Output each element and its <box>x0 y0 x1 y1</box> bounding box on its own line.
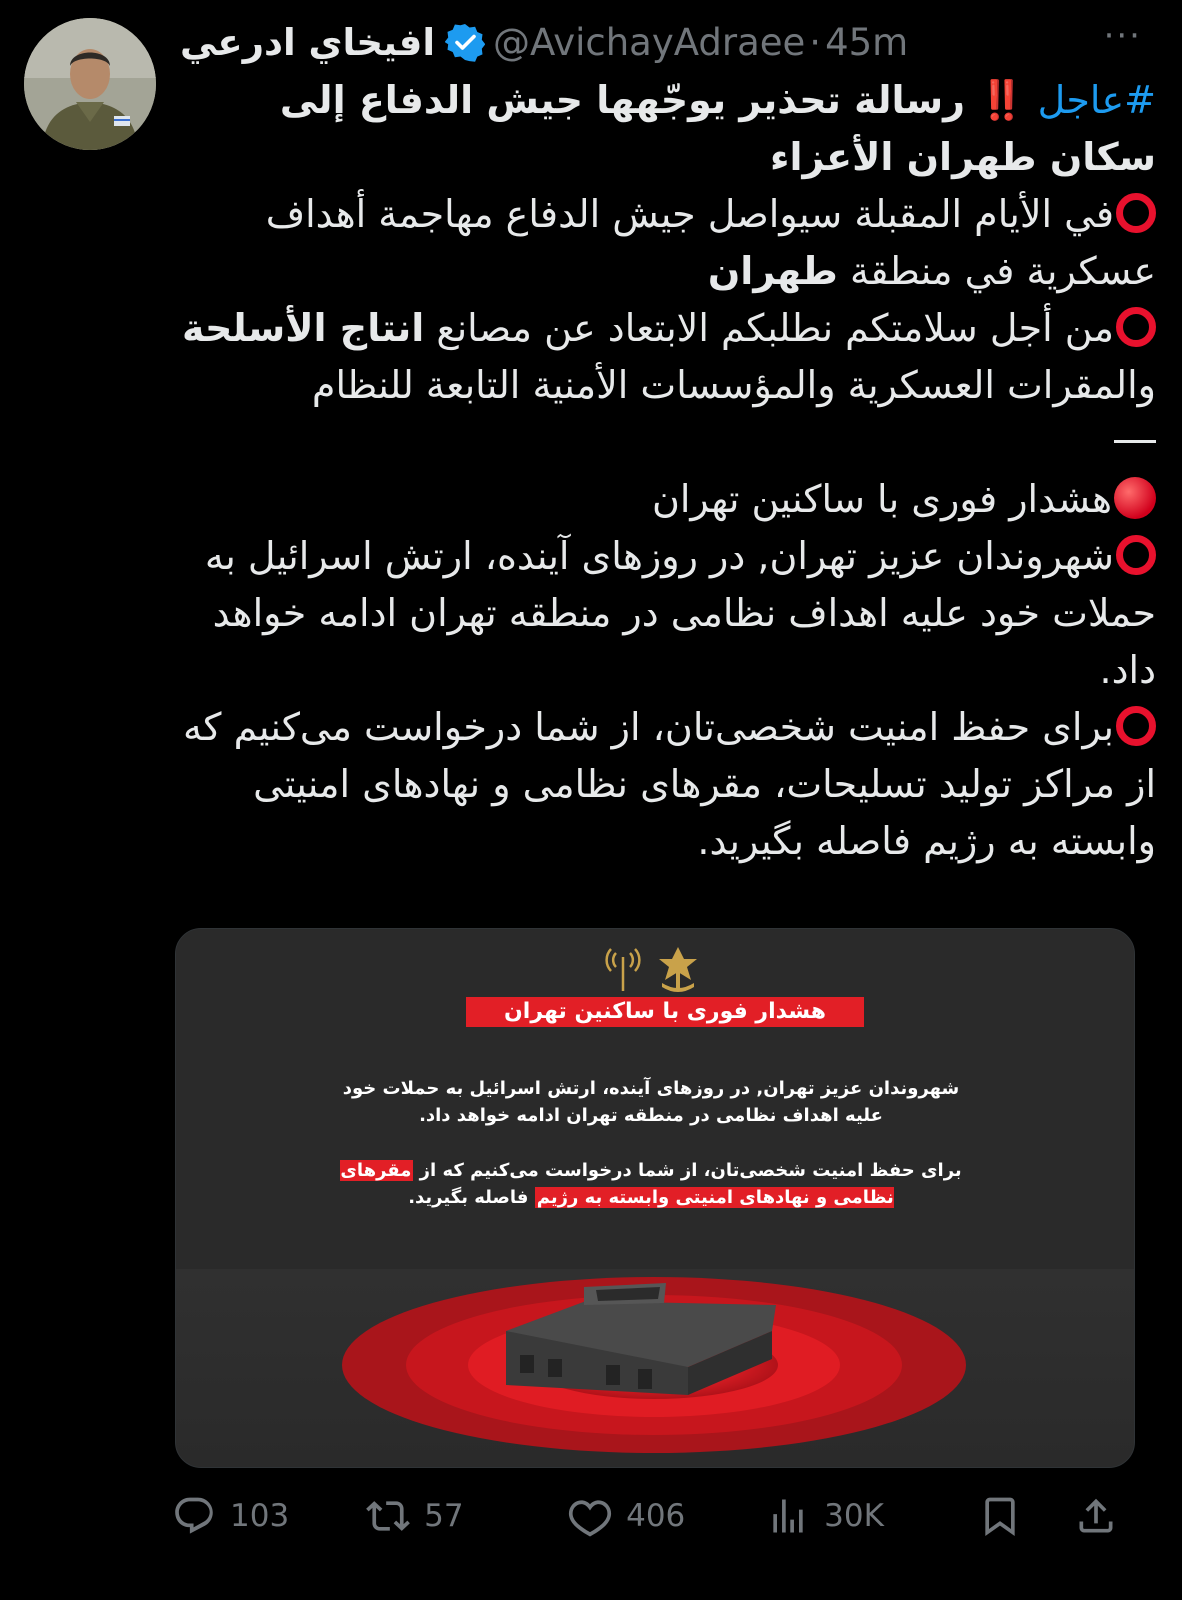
tweet-media-image[interactable] <box>175 928 1135 1468</box>
paragraph-text: في الأيام المقبلة سيواصل جيش الدفاع مهاجمة أهداف عسكرية في منطقة <box>265 192 1156 293</box>
like-button[interactable] <box>568 1494 766 1538</box>
farsi-paragraph: برای حفظ امنیت شخصی‌تان، از شما درخواست می‌کنیم که از مراکز تولید تسلیحات، مقرهای نظامی و نهادهای امنیتی وابسته به رژیم فاصله بگیرید. <box>183 705 1156 863</box>
timestamp[interactable]: 45m <box>825 20 909 64</box>
headline-text: رسالة تحذير يوجّهها جيش الدفاع إلى <box>279 78 979 122</box>
bold-text: انتاج الأسلحة <box>181 306 425 350</box>
paragraph-text: والمقرات العسكرية والمؤسسات الأمنية التابعة للنظام <box>311 363 1156 407</box>
action-bar <box>172 1488 1132 1544</box>
share-button[interactable] <box>1074 1494 1132 1538</box>
hashtag-link[interactable]: #عاجل <box>1037 78 1156 122</box>
headline-line2: سكان طهران الأعزاء <box>770 135 1156 179</box>
media-paragraph: برای حفظ امنیت شخصی‌تان، از شما درخواست می‌کنیم که از <box>413 1160 962 1181</box>
heart-icon <box>568 1494 612 1538</box>
repost-count: 57 <box>424 1498 464 1534</box>
reply-icon <box>172 1494 216 1538</box>
repost-button[interactable] <box>366 1494 568 1538</box>
reply-count: 103 <box>230 1498 290 1534</box>
red-circle-icon <box>1116 193 1156 233</box>
paragraph-text: من أجل سلامتكم نطلبكم الابتعاد عن مصانع <box>424 306 1114 350</box>
target-building-illustration <box>176 1269 1134 1467</box>
red-circle-icon <box>1116 706 1156 746</box>
idf-logo-icon <box>596 939 716 999</box>
separator-dot: · <box>809 20 822 64</box>
bookmark-icon <box>978 1494 1022 1538</box>
views-count: 30K <box>824 1498 884 1534</box>
red-circle-icon <box>1116 307 1156 347</box>
more-options-icon[interactable]: ··· <box>1103 16 1142 56</box>
media-paragraph: فاصله بگیرید. <box>408 1187 535 1208</box>
highlighted-text: مقرهای نظامی و نهادهای امنیتی وابسته به رژیم <box>340 1160 894 1208</box>
repost-icon <box>366 1494 410 1538</box>
red-circle-icon <box>1116 535 1156 575</box>
avatar[interactable] <box>24 18 156 150</box>
views-button[interactable] <box>766 1494 978 1538</box>
author-handle[interactable]: @AvichayAdraee <box>493 20 806 64</box>
tweet-header <box>180 14 1142 70</box>
farsi-title-text: هشدار فوری با ساکنین تهران <box>651 477 1112 521</box>
bookmark-button[interactable] <box>978 1494 1074 1538</box>
views-icon <box>766 1494 810 1538</box>
like-count: 406 <box>626 1498 686 1534</box>
verified-badge-icon <box>445 22 485 62</box>
media-paragraph: شهروندان عزیز تهران, در روزهای آینده، ارتش اسرائیل به حملات خود علیه اهداف نظامی در منطقه تهران ادامه خواهد داد. <box>342 1078 960 1126</box>
reply-button[interactable] <box>172 1494 366 1538</box>
divider <box>180 414 1156 471</box>
bold-text: طهران <box>707 249 838 293</box>
red-dot-icon <box>1114 477 1156 519</box>
double-exclamation-icon: ‼️ <box>978 78 1026 122</box>
farsi-paragraph: شهروندان عزیز تهران, در روزهای آینده، ارتش اسرائیل به حملات خود علیه اهداف نظامی در منطقه تهران ادامه خواهد داد. <box>204 534 1156 692</box>
share-icon <box>1074 1494 1118 1538</box>
author-name[interactable]: افيخاي ادرعي <box>180 20 436 64</box>
media-text <box>326 1075 976 1239</box>
media-title: هشدار فوری با ساکنین تهران <box>466 997 864 1027</box>
tweet-text <box>180 72 1156 870</box>
